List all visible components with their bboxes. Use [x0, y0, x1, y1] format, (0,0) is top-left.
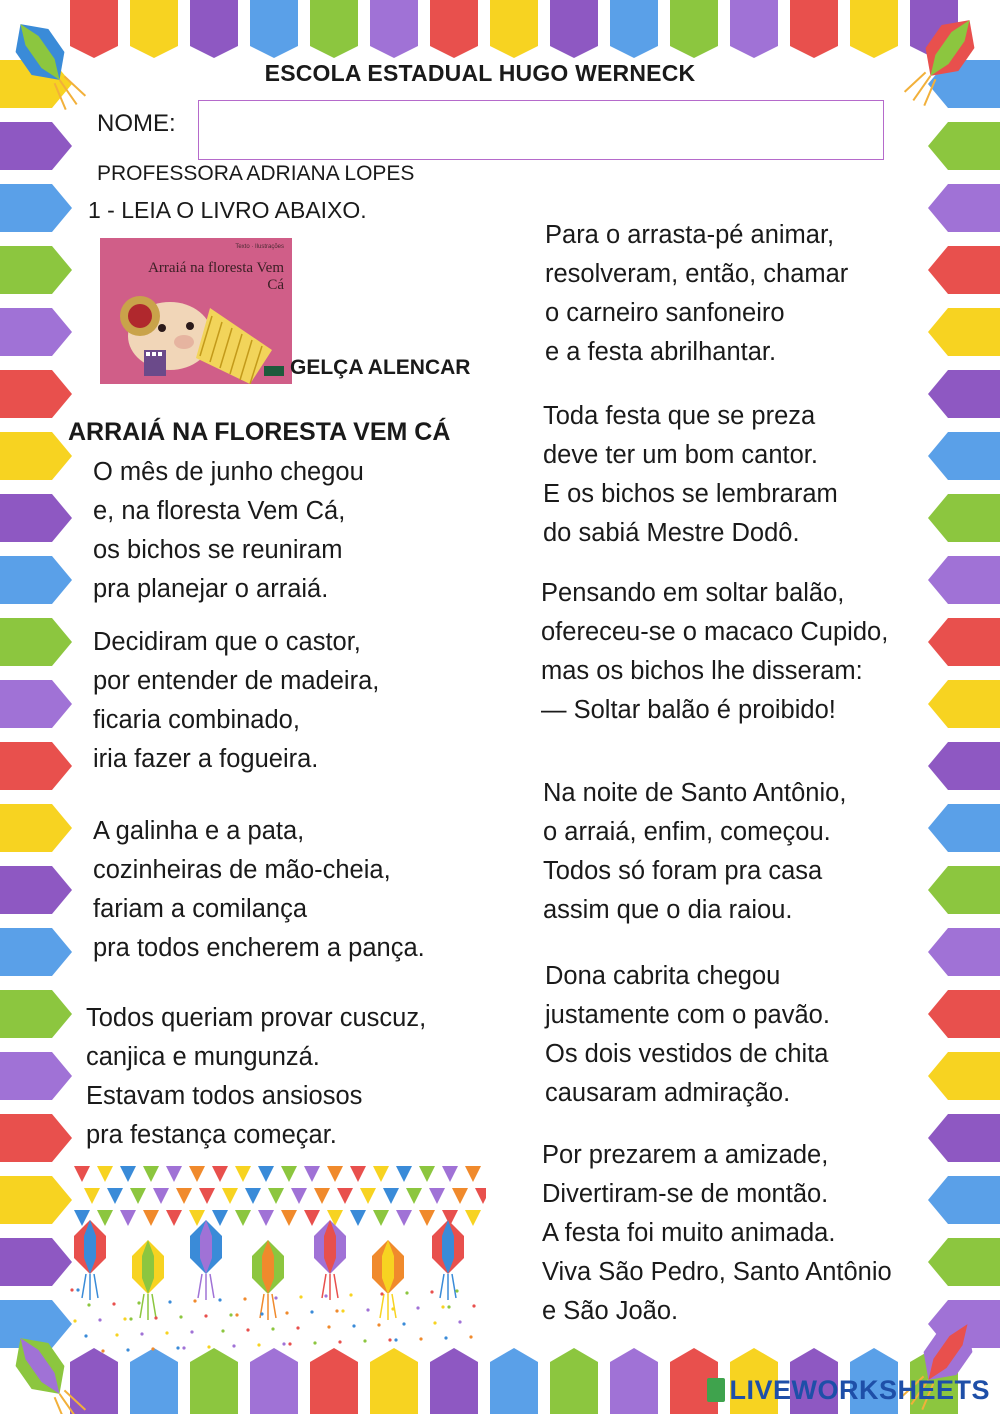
- verse-line: por entender de madeira,: [93, 667, 380, 695]
- verse-line: A galinha e a pata,: [93, 817, 305, 845]
- verse-line: — Soltar balão é proibido!: [541, 696, 836, 724]
- verse-line: ficaria combinado,: [93, 706, 300, 734]
- verse-line: Pensando em soltar balão,: [541, 579, 845, 607]
- verse-line: causaram admiração.: [545, 1079, 791, 1107]
- verse-line: justamente com o pavão.: [545, 1001, 830, 1029]
- school-name: ESCOLA ESTADUAL HUGO WERNECK: [264, 60, 696, 86]
- verse-line: pra todos encherem a pança.: [93, 934, 425, 962]
- cover-title: Arraiá na floresta Vem Cá: [148, 260, 284, 293]
- cover-credits: Texto · Ilustrações: [235, 244, 284, 250]
- publisher-logo: [264, 366, 284, 376]
- verse-line: e São João.: [542, 1297, 679, 1325]
- verse-line: Divertiram-se de montão.: [542, 1180, 829, 1208]
- verse-line: ofereceu-se o macaco Cupido,: [541, 618, 889, 646]
- name-label: NOME:: [97, 110, 176, 137]
- verse-line: e a festa abrilhantar.: [545, 338, 777, 366]
- verse-line: A festa foi muito animada.: [542, 1219, 836, 1247]
- stanza-left-4: [86, 999, 426, 1155]
- teacher-name: PROFESSORA ADRIANA LOPES: [97, 162, 415, 185]
- book-author: GELÇA ALENCAR: [290, 356, 471, 379]
- name-input[interactable]: [198, 100, 884, 160]
- festa-junina-lanterns-image: [68, 1160, 486, 1356]
- stanza-right-3: [541, 574, 888, 730]
- liveworksheets-logo: [707, 1375, 990, 1406]
- verse-line: Toda festa que se preza: [543, 402, 816, 430]
- stanza-right-5: [545, 957, 830, 1113]
- verse-line: os bichos se reuniram: [93, 536, 343, 564]
- story-title: ARRAIÁ NA FLORESTA VEM CÁ: [68, 418, 451, 446]
- verse-line: Todos queriam provar cuscuz,: [86, 1004, 427, 1032]
- verse-line: assim que o dia raiou.: [543, 896, 793, 924]
- verse-line: resolveram, então, chamar: [545, 260, 849, 288]
- verse-line: Por prezarem a amizade,: [542, 1141, 829, 1169]
- verse-line: Decidiram que o castor,: [93, 628, 361, 656]
- verse-line: Os dois vestidos de chita: [545, 1040, 829, 1068]
- instruction-text: 1 - LEIA O LIVRO ABAIXO.: [88, 197, 367, 223]
- liveworksheets-brand: LIVEWORKSHEETS: [729, 1375, 990, 1405]
- book-cover-image: [100, 238, 292, 384]
- verse-line: Estavam todos ansiosos: [86, 1082, 363, 1110]
- stanza-right-4: [543, 774, 846, 930]
- stanza-right-1: [545, 216, 848, 372]
- verse-line: do sabiá Mestre Dodô.: [543, 519, 800, 547]
- stanza-right-6: [542, 1136, 892, 1331]
- verse-line: fariam a comilança: [93, 895, 307, 923]
- verse-line: mas os bichos lhe disseram:: [541, 657, 863, 685]
- verse-line: Viva São Pedro, Santo Antônio: [542, 1258, 892, 1286]
- verse-line: E os bichos se lembraram: [543, 480, 838, 508]
- verse-line: cozinheiras de mão-cheia,: [93, 856, 391, 884]
- verse-line: o carneiro sanfoneiro: [545, 299, 785, 327]
- verse-line: Dona cabrita chegou: [545, 962, 781, 990]
- verse-line: deve ter um bom cantor.: [543, 441, 818, 469]
- stanza-right-2: [543, 397, 838, 553]
- verse-line: canjica e mungunzá.: [86, 1043, 320, 1071]
- verse-line: o arraiá, enfim, começou.: [543, 818, 831, 846]
- verse-line: Todos só foram pra casa: [543, 857, 823, 885]
- verse-line: pra festança começar.: [86, 1121, 337, 1149]
- stanza-left-1: [93, 453, 364, 609]
- verse-line: pra planejar o arraiá.: [93, 575, 329, 603]
- verse-line: iria fazer a fogueira.: [93, 745, 319, 773]
- verse-line: O mês de junho chegou: [93, 458, 364, 486]
- verse-line: Para o arrasta-pé animar,: [545, 221, 835, 249]
- stanza-left-3: [93, 812, 425, 968]
- verse-line: Na noite de Santo Antônio,: [543, 779, 847, 807]
- stanza-left-2: [93, 623, 379, 779]
- liveworksheets-icon: [707, 1378, 725, 1402]
- verse-line: e, na floresta Vem Cá,: [93, 497, 346, 525]
